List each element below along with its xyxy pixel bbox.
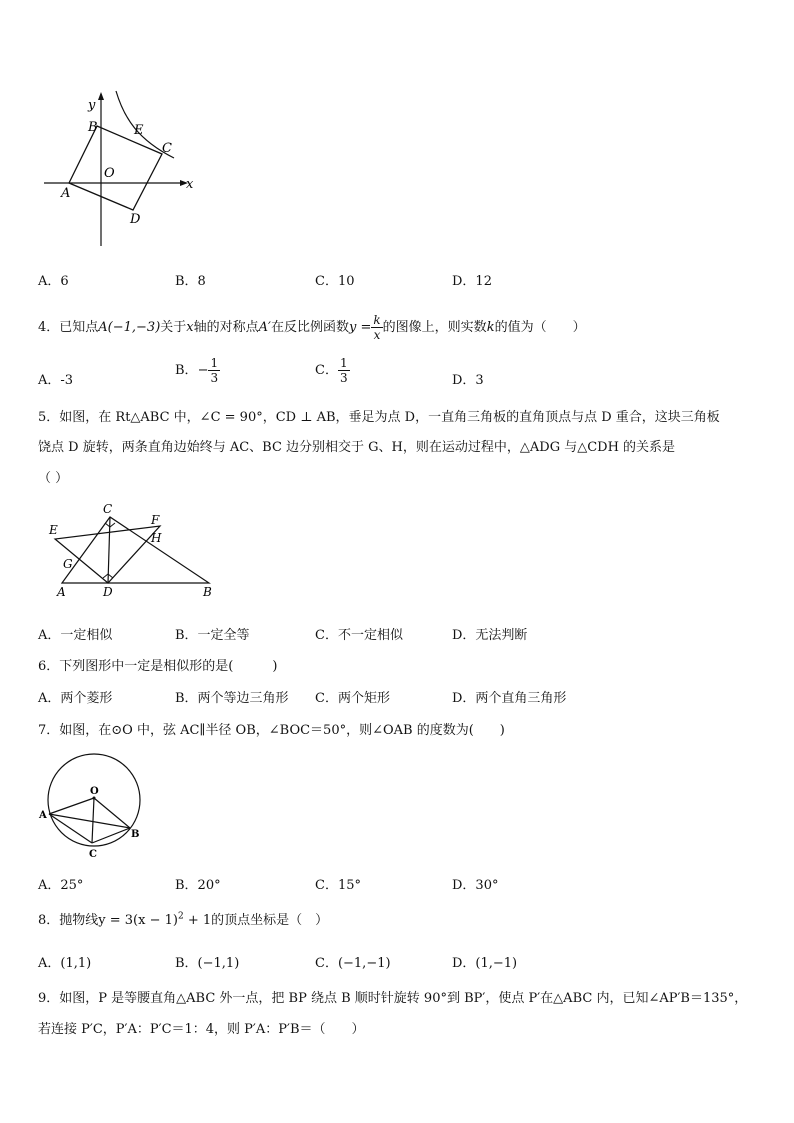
y-axis-arrow — [98, 92, 104, 100]
q4-option-b-label: B． — [175, 363, 198, 378]
q6-stem: 6．下列图形中一定是相似形的是( ) — [38, 659, 278, 674]
q8-text-post: 的顶点坐标是（ ） — [211, 913, 329, 928]
q6-option-c[interactable]: C．两个矩形 — [315, 691, 390, 706]
label-H: H — [151, 531, 162, 545]
q8-option-a[interactable]: A．(1,1) — [38, 956, 92, 971]
q6-option-a[interactable]: A．两个菱形 — [38, 691, 113, 706]
radius-ob — [94, 798, 130, 828]
q4-option-b-fraction — [208, 356, 220, 385]
segment-bc — [92, 828, 130, 843]
q4-text-mid3: 在反比例函数 — [271, 320, 350, 335]
q3-option-c[interactable]: C．10 — [315, 274, 355, 289]
label-C: C — [103, 502, 113, 516]
square-abcd — [69, 126, 162, 210]
q6-option-d[interactable]: D．两个直角三角形 — [452, 691, 567, 706]
q4-option-c[interactable] — [315, 356, 350, 385]
q5-option-c[interactable]: C．不一定相似 — [315, 628, 403, 643]
label-E: E — [134, 123, 144, 138]
label-B: B — [88, 120, 98, 135]
q5-option-d[interactable]: D．无法判断 — [452, 628, 528, 643]
q4-fraction — [371, 313, 382, 342]
q8-exponent: 2 — [177, 911, 184, 922]
q4-option-c-label: C． — [315, 363, 338, 378]
q4-option-a[interactable]: A．-3 — [38, 373, 74, 388]
label-D: D — [103, 585, 113, 599]
q3-option-b[interactable]: B．8 — [175, 274, 206, 289]
q5-option-a[interactable]: A．一定相似 — [38, 628, 113, 643]
q4-option-c-den: 3 — [339, 371, 348, 385]
q4-option-c-num: 1 — [339, 356, 348, 370]
triangle-abc — [62, 517, 209, 583]
q7-option-c[interactable]: C．15° — [315, 878, 361, 893]
q6-option-b[interactable]: B．两个等边三角形 — [175, 691, 289, 706]
label-F: F — [151, 513, 160, 527]
q4-fraction-num: k — [373, 313, 381, 327]
label-y: y — [88, 98, 96, 113]
q7-option-a[interactable]: A．25° — [38, 878, 84, 893]
q8-equation: y = 3(x − 1) — [98, 913, 178, 928]
q4-x-var: x — [186, 320, 194, 335]
q4-option-b-num: 1 — [210, 356, 219, 370]
q5-figure — [45, 500, 225, 600]
q5-line-3: （ ） — [38, 471, 69, 486]
q4-option-b-den: 3 — [210, 371, 219, 385]
q5-line-1: 5．如图，在 Rt△ABC 中，∠C = 90°，CD ⊥ AB，垂足为点 D，一直角三角板的直角顶点与点 D 重合，这块三角板 — [38, 410, 720, 425]
q9-line-2: 若连接 P′C，P′A：P′C＝1：4，则 P′A：P′B＝（ ） — [38, 1022, 365, 1037]
label-A: A — [39, 810, 47, 821]
q9-line-1: 9．如图，P 是等腰直角△ABC 外一点，把 BP 绕点 B 顺时针旋转 90°到 BP′，使点 P′在△ABC 内，已知∠AP′B＝135°， — [38, 991, 748, 1006]
q8-option-c[interactable]: C．(−1,−1) — [315, 956, 391, 971]
label-E: E — [49, 523, 58, 537]
q7-figure — [36, 750, 156, 862]
q4-option-c-fraction — [338, 356, 350, 385]
q4-fn-y: y = — [349, 320, 372, 335]
q4-a-prime: A′ — [258, 320, 271, 335]
label-B: B — [131, 829, 140, 840]
label-A: A — [57, 585, 66, 599]
q8-text-pre: 8．抛物线 — [38, 913, 99, 928]
q4-text-mid4: 的图像上，则实数 — [382, 320, 487, 335]
q7-option-d[interactable]: D．30° — [452, 878, 499, 893]
label-D: D — [130, 212, 141, 227]
q8-stem — [38, 909, 328, 928]
q3-option-a[interactable]: A．6 — [38, 274, 69, 289]
q8-equation-tail: + 1 — [183, 913, 212, 928]
q5-option-b[interactable]: B．一定全等 — [175, 628, 250, 643]
label-B: B — [203, 585, 212, 599]
q4-option-b[interactable] — [175, 356, 220, 385]
label-O: O — [104, 166, 115, 181]
q4-text-pre: 4．已知点 — [38, 320, 99, 335]
q4-option-d[interactable]: D．3 — [452, 373, 484, 388]
q4-text-mid2: 轴的对称点 — [193, 320, 259, 335]
q4-fraction-den: x — [373, 328, 381, 342]
label-O: O — [90, 786, 99, 797]
q8-option-d[interactable]: D．(1,−1) — [452, 956, 518, 971]
q7-stem: 7．如图，在⊙O 中，弦 AC∥半径 OB，∠BOC＝50°，则∠OAB 的度数为( ) — [38, 723, 505, 738]
radius-oa — [49, 798, 94, 814]
label-C: C — [89, 849, 97, 860]
q8-option-b[interactable]: B．(−1,1) — [175, 956, 240, 971]
label-G: G — [63, 557, 73, 571]
q3-figure — [40, 88, 200, 250]
segment-ab — [49, 814, 130, 828]
label-C: C — [162, 141, 172, 156]
q3-option-d[interactable]: D．12 — [452, 274, 492, 289]
q4-stem — [38, 313, 586, 342]
q4-text-mid1: 关于 — [160, 320, 187, 335]
q4-point: A(−1,−3) — [98, 320, 161, 335]
label-x: x — [186, 177, 194, 192]
q7-option-b[interactable]: B．20° — [175, 878, 221, 893]
label-A: A — [61, 186, 71, 201]
q4-option-b-sign: − — [197, 363, 209, 378]
radius-oc — [92, 798, 94, 843]
chord-ac — [49, 814, 92, 843]
q4-text-post: 的值为（ ） — [494, 320, 586, 335]
q4-k-var: k — [486, 320, 495, 335]
q5-line-2: 饶点 D 旋转，两条直角边始终与 AC、BC 边分别相交于 G、H，则在运动过程中，△ADG 与△CDH 的关系是 — [38, 440, 676, 455]
